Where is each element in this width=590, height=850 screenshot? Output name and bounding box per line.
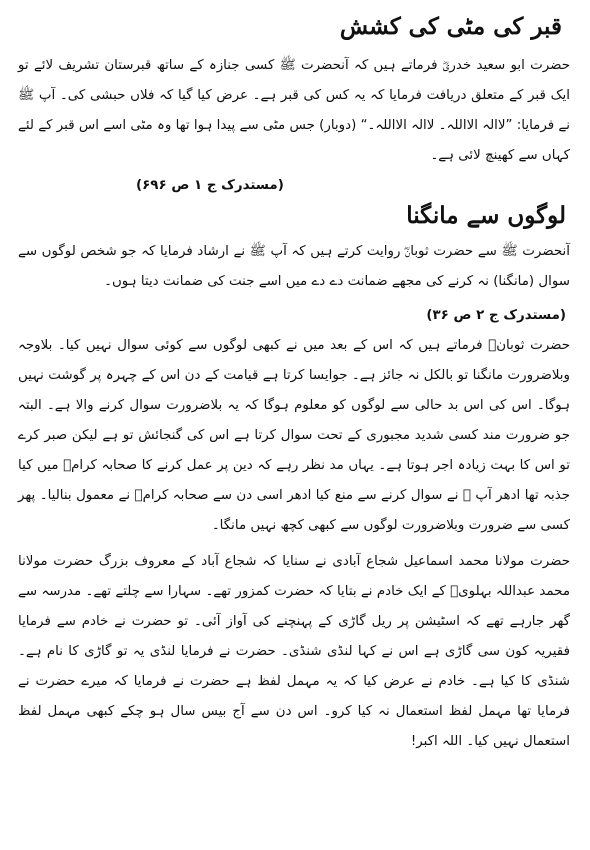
reference-mustadrak-1: (مستدرک ج ۱ ص ۶۹۶) (136, 178, 284, 194)
section-title-asking-people: لوگوں سے مانگنا (406, 202, 566, 230)
section-title-grave-soil: قبر کی مٹی کی کشش (339, 13, 562, 40)
paragraph-maulana-story: حضرت مولانا محمد اسماعیل شجاع آبادی نے سنایا کہ شجاع آباد کے معروف بزرگ حضرت مولانا محمد عبداللہ بہلویؒ کے ایک خادم نے بتایا کہ حضرت کمزور تھے۔ سہارا سے چلتے تھے۔ مدرسہ سے گھر جارہے تھے کہ اسٹیشن پر ریل گاڑی کے پہنچنے کی آواز آئی۔ تو حضرت نے خادم سے فرمایا فقیریہ کون سی گاڑی ہے اس نے کہا لنڈی شنڈی۔ حضرت نے فرمایا لنڈی یہ تو گاڑی کا نام ہے۔ شنڈی کا کیا ہے۔ خادم نے عرض کیا کہ یہ مہمل لفظ ہے حضرت نے فرمایا کہ میرے حضرت نے فرمایا تھا مہمل لفظ استعمال نہ کیا کرو۔ اس دن سے آج بیس سال ہو چکے کبھی مہمل لفظ استعمال نہیں کیا۔ اللہ اکبر! (18, 553, 570, 749)
reference-mustadrak-2: (مستدرک ج ۲ ص ۳۶) (426, 307, 566, 323)
paragraph-thawban-narration: آنحضرت ﷺ سے حضرت ثوبانؓ روایت کرتے ہیں کہ آپ ﷺ نے ارشاد فرمایا کہ جو شخص لوگوں سے سوال (مانگنا) نہ کرنے کی مجھے ضمانت دے دے میں اسے جنت کی ضمانت دیتا ہوں۔ (18, 243, 570, 289)
paragraph-grave-soil: حضرت ابو سعید خدریؓ فرماتے ہیں کہ آنحضرت ﷺ کسی جنازہ کے ساتھ قبرستان تشریف لائے تو ایک قبر کے متعلق دریافت فرمایا کہ یہ کس کی قبر ہے۔ عرض کیا گیا کہ فلاں حبشی کی۔ آپ ﷺ نے فرمایا: ”لاالہ الااللہ۔ لاالہ الااللہ۔“ (دوبار) جس مٹی سے پیدا ہوا تھا وہ مٹی اسے اس قبر کے لئے کہاں سے کھینچ لائی ہے۔ (18, 58, 570, 164)
paragraph-thawban-practice: حضرت ثوبانؓ فرماتے ہیں کہ اس کے بعد میں نے کبھی لوگوں سے کوئی سوال نہیں کیا۔ بلاوجہ وبلاضرورت مانگنا تو بالکل نہ جائز ہے۔ جوایسا کرتا ہے قیامت کے دن اس کے چہرہ پر گوشت نہیں ہوگا۔ اس کی اس بد حالی سے لوگوں کو معلوم ہوگا کہ یہ بلاضرورت سوال کرنے والا ہے۔ البتہ جو ضرورت مند کسی شدید مجبوری کے تحت سوال کرتا ہے اس کی گنجائش تو ہے لیکن صبر کرے تو اس کا بہت زیادہ اجر ہوتا ہے۔ یہاں مد نظر رہے کہ دین پر عمل کرنے کا صحابہ کرامؓ میں کیا جذبہ تھا ادھر آپ ﷺ نے سوال کرنے سے منع کیا ادھر اسی دن سے صحابہ کرامؓ نے معمول بنالیا۔ پھر کسی سے ضرورت وبلاضرورت لوگوں سے کبھی کچھ نہیں مانگا۔ (18, 337, 570, 533)
